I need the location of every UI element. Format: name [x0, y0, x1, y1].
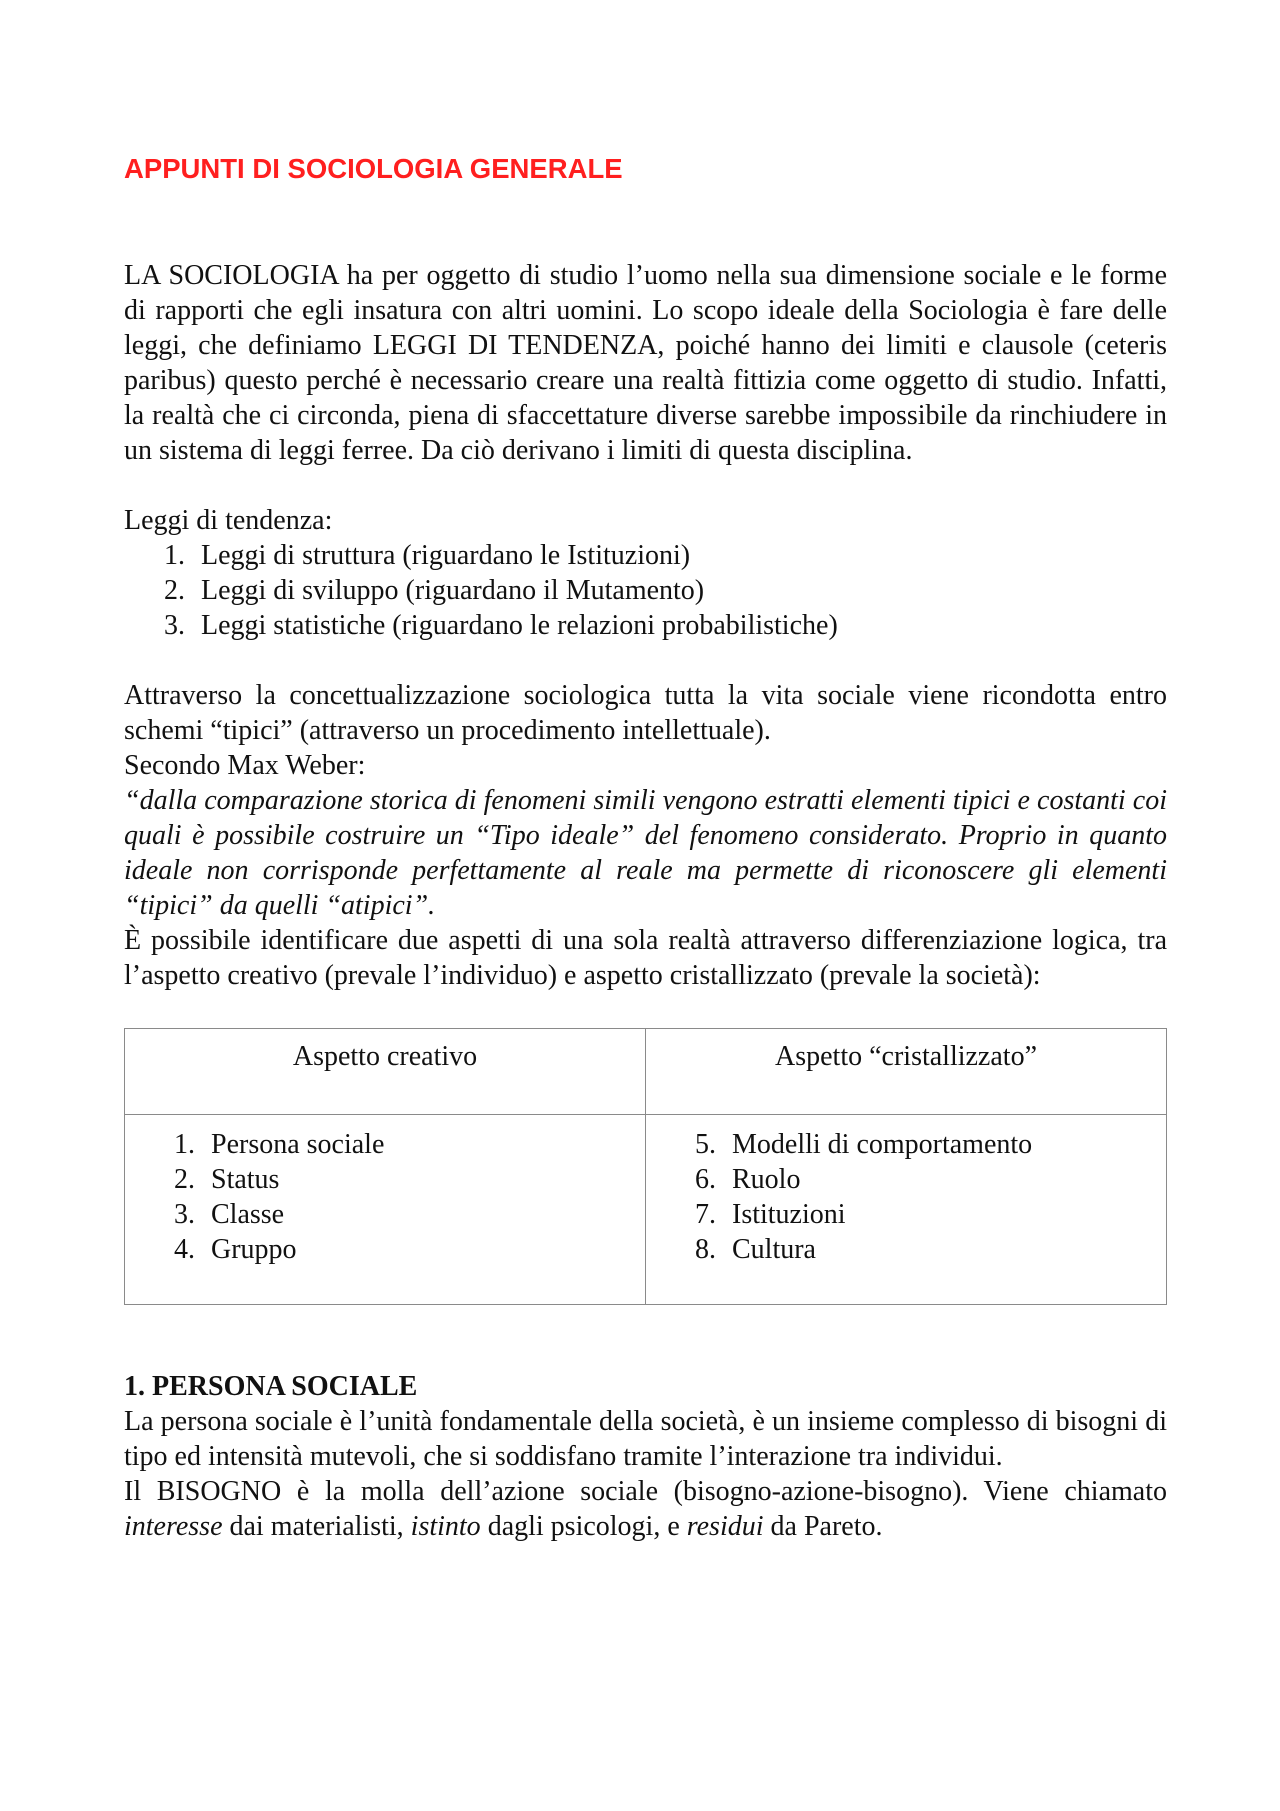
crystallized-list — [647, 1127, 1165, 1267]
list-item: 1. Leggi di struttura (riguardano le Istituzioni) — [164, 540, 691, 571]
section-paragraph-bisogno: Il BISOGNO è la molla dell’azione sociale (bisogno-azione-bisogno). Viene chiamato interesse dai materialisti, istinto dagli psicologi, e residui da Pareto. — [124, 1476, 1167, 1542]
page-content — [124, 152, 1167, 1544]
laws-list — [124, 538, 1167, 643]
weber-intro: Secondo Max Weber: — [124, 750, 366, 781]
table-row — [125, 1115, 1167, 1305]
list-item: 8. Cultura — [695, 1234, 816, 1265]
intro-paragraph: LA SOCIOLOGIA ha per oggetto di studio l’uomo nella sua dimensione sociale e le forme di rapporti che egli insatura con altri uomini. Lo scopo ideale della Sociologia è fare delle leggi, che definiamo LEGGI DI TENDENZA, poiché hanno dei limiti e clausole (ceteris paribus) questo perché è necessario creare una realtà fittizia come oggetto di studio. Infatti, la realtà che ci circonda, piena di sfaccettature diverse sarebbe impossibile da rinchiudere in un sistema di leggi ferree. Da ciò derivano i limiti di questa disciplina. — [124, 260, 1167, 466]
concept-paragraph: Attraverso la concettualizzazione sociologica tutta la vita sociale viene ricondotta entro schemi “tipici” (attraverso un procedimento intellettuale). — [124, 680, 1167, 746]
laws-heading: Leggi di tendenza: — [124, 505, 333, 536]
list-item: 7. Istituzioni — [695, 1199, 846, 1230]
list-item: 3. Classe — [174, 1199, 285, 1230]
list-item: 2. Leggi di sviluppo (riguardano il Mutamento) — [164, 575, 705, 606]
table-header-crystallized: Aspetto “cristallizzato” — [646, 1029, 1167, 1115]
section-title-persona-sociale: 1. PERSONA SOCIALE — [124, 1371, 418, 1402]
document-title: APPUNTI DI SOCIOLOGIA GENERALE — [124, 153, 623, 184]
table-header-creative: Aspetto creativo — [125, 1029, 646, 1115]
aspects-paragraph: È possibile identificare due aspetti di una sola realtà attraverso differenziazione logica, tra l’aspetto creativo (prevale l’individuo) e aspetto cristallizzato (prevale la società): — [124, 925, 1167, 991]
table-cell-creative — [125, 1115, 646, 1305]
creative-list — [126, 1127, 644, 1267]
weber-quote: “dalla comparazione storica di fenomeni simili vengono estratti elementi tipici e costanti coi quali è possibile costruire un “Tipo ideale” del fenomeno considerato. Proprio in quanto ideale non corrisponde perfettamente al reale ma permette di riconoscere gli elementi “tipici” da quelli “atipici”. — [124, 785, 1167, 921]
list-item: 1. Persona sociale — [174, 1129, 385, 1160]
table-cell-crystallized — [646, 1115, 1167, 1305]
aspects-table — [124, 1028, 1167, 1305]
table-header-row — [125, 1029, 1167, 1115]
list-item: 4. Gruppo — [174, 1234, 297, 1265]
list-item: 2. Status — [174, 1164, 280, 1195]
section-paragraph: La persona sociale è l’unità fondamentale della società, è un insieme complesso di bisogni di tipo ed intensità mutevoli, che si soddisfano tramite l’interazione tra individui. — [124, 1406, 1167, 1472]
list-item: 5. Modelli di comportamento — [695, 1129, 1033, 1160]
list-item: 6. Ruolo — [695, 1164, 801, 1195]
list-item: 3. Leggi statistiche (riguardano le relazioni probabilistiche) — [164, 610, 838, 641]
